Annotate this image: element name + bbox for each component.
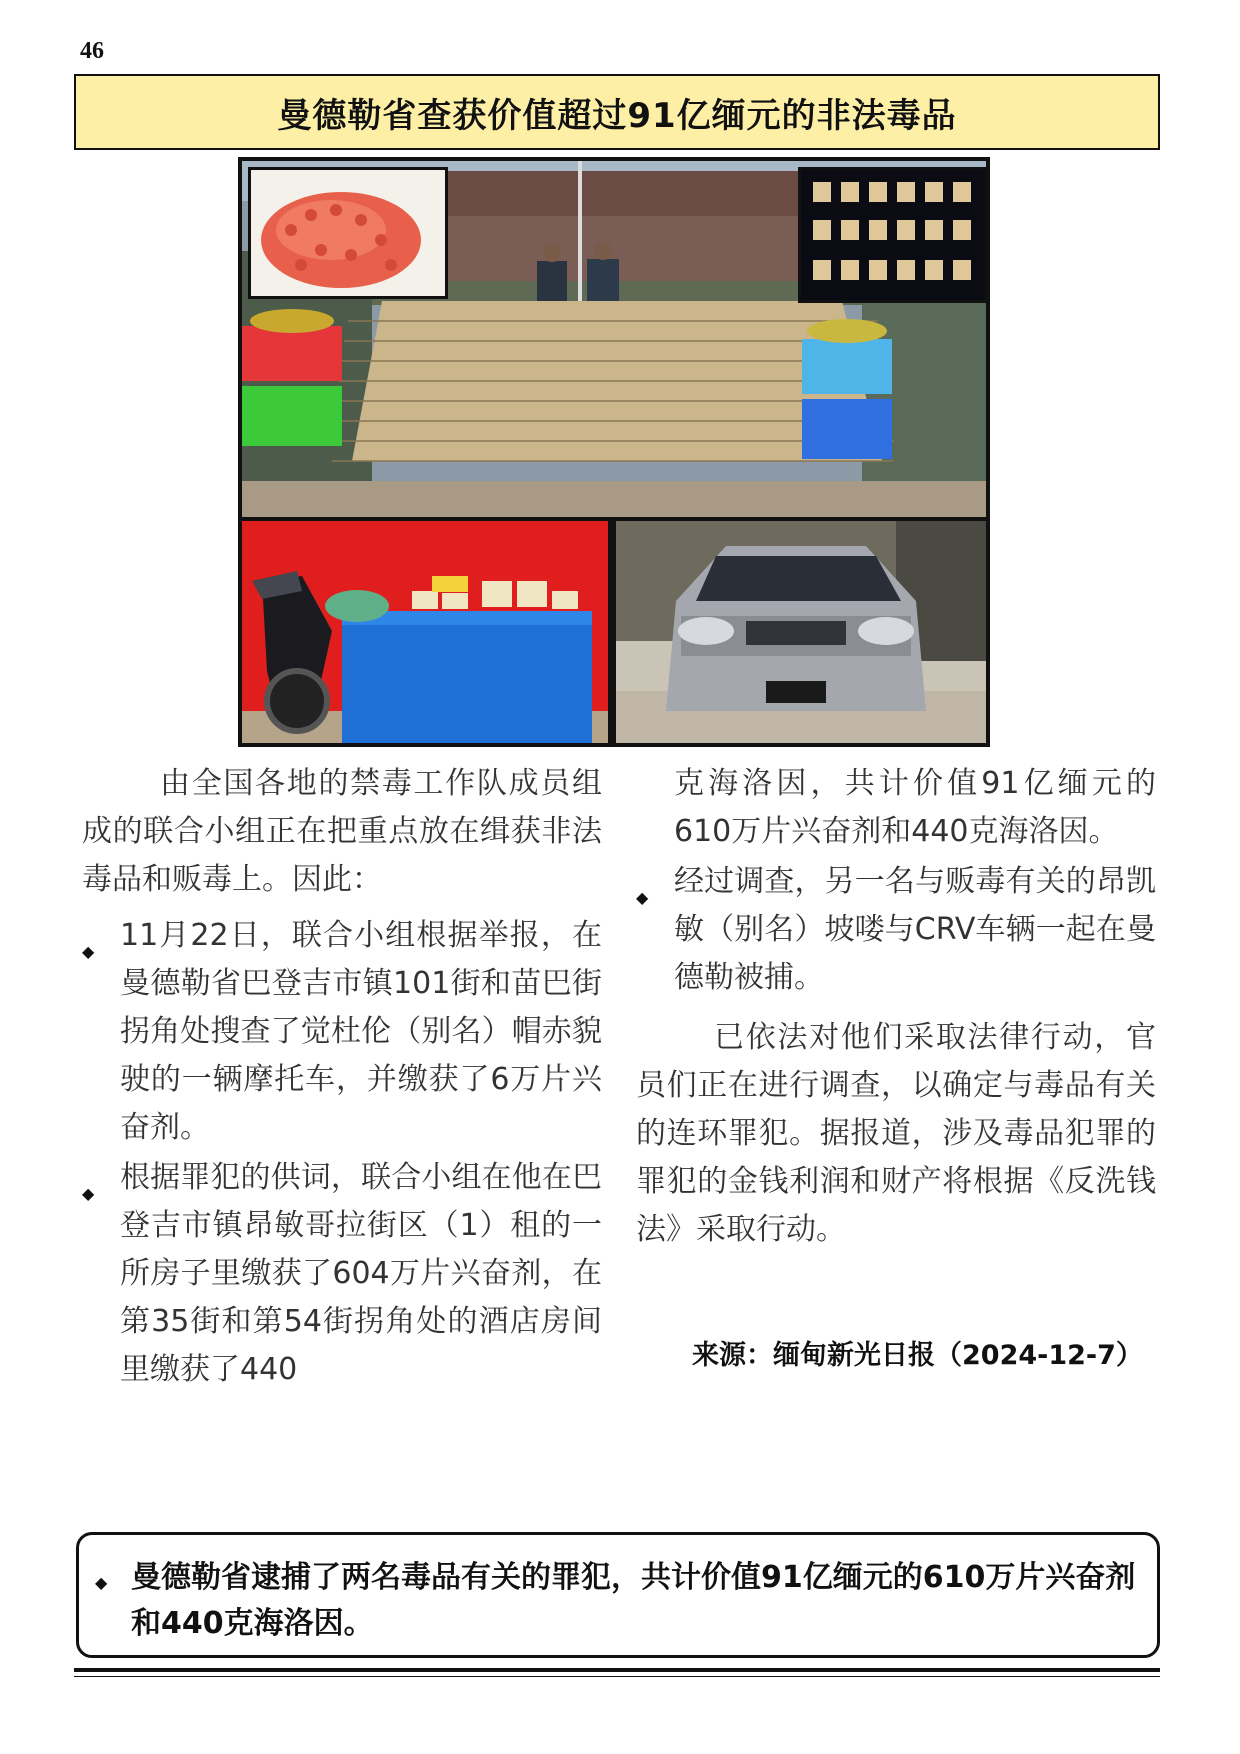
list-item-continued — [636, 760, 1156, 856]
article-bullet-list — [82, 912, 602, 1394]
page-number: 46 — [80, 38, 104, 64]
diamond-bullet-icon: ◆ — [636, 888, 649, 907]
bottom-divider — [74, 1668, 1160, 1672]
article-left-column — [82, 760, 602, 1396]
photo-collage — [238, 157, 990, 747]
summary-box — [76, 1532, 1160, 1658]
diamond-bullet-icon: ◆ — [82, 1184, 95, 1203]
source-citation: 来源：缅甸新光日报（2024-12-7） — [692, 1340, 1143, 1371]
motorcycle-photo — [242, 521, 608, 743]
bullet-text: 经过调查，另一名与贩毒有关的昂凯敏（别名）坡喽与CRV车辆一起在曼德勒被捕。 — [674, 864, 1156, 995]
car-photo — [616, 521, 986, 743]
list-item — [82, 1154, 602, 1394]
diamond-bullet-icon: ◆ — [82, 942, 95, 961]
article-bullet-list-continued — [636, 760, 1156, 1002]
summary-text: 曼德勒省逮捕了两名毒品有关的罪犯，共计价值91亿缅元的610万片兴奋剂和440克海洛因。 — [131, 1560, 1136, 1641]
article-intro: 由全国各地的禁毒工作队成员组成的联合小组正在把重点放在缉获非法毒品和贩毒上。因此： — [82, 766, 602, 897]
article-closing: 已依法对他们采取法律行动，官员们正在进行调查，以确定与毒品有关的连环罪犯。据报道，涉及毒品犯罪的罪犯的金钱利润和财产将根据《反洗钱法》采取行动。 — [636, 1020, 1156, 1247]
article-right-column — [636, 760, 1156, 1254]
title-banner — [74, 74, 1160, 150]
list-item — [82, 912, 602, 1152]
bottom-divider-thin — [74, 1676, 1160, 1677]
bricks-inset-photo — [798, 167, 988, 303]
list-item — [636, 858, 1156, 1002]
bullet-text: 克海洛因，共计价值91亿缅元的610万片兴奋剂和440克海洛因。 — [674, 766, 1156, 849]
pills-inset-photo — [248, 167, 448, 299]
article-title: 曼德勒省查获价值超过91亿缅元的非法毒品 — [277, 95, 957, 136]
bullet-text: 根据罪犯的供词，联合小组在他在巴登吉市镇昂敏哥拉街区（1）租的一所房子里缴获了604万片兴奋剂，在第35街和第54街拐角处的酒店房间里缴获了440 — [120, 1160, 602, 1387]
bullet-text: 11月22日，联合小组根据举报，在曼德勒省巴登吉市镇101街和苗巴街拐角处搜查了觉杜伦（别名）帽赤貌驶的一辆摩托车，并缴获了6万片兴奋剂。 — [120, 918, 602, 1145]
diamond-bullet-icon: ◆ — [95, 1573, 108, 1592]
